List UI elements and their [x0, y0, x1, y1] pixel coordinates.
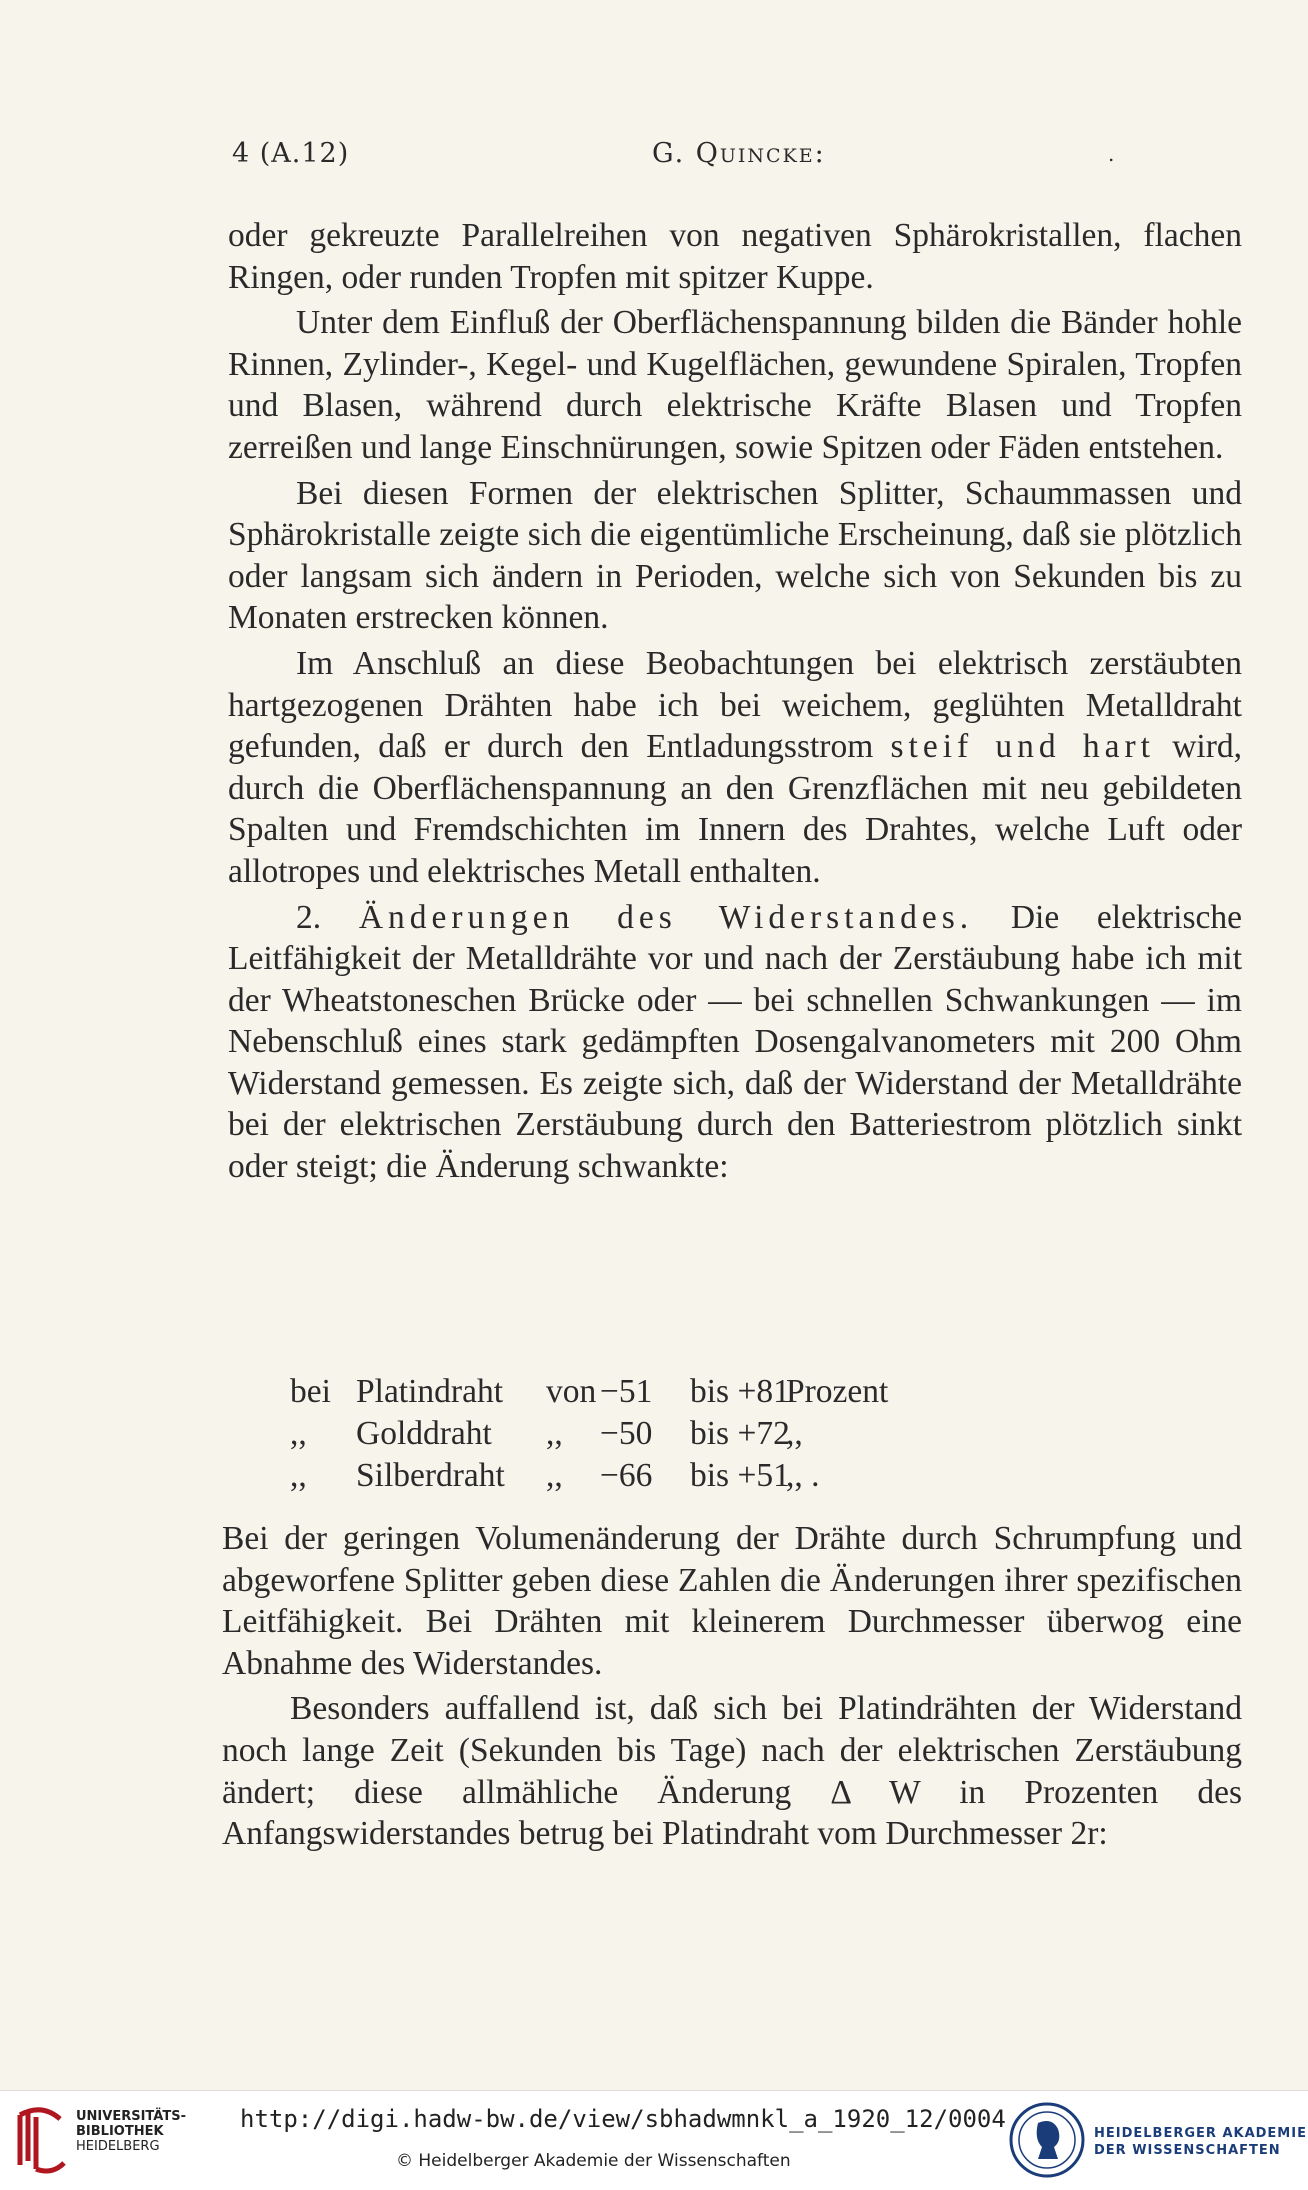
- academy-seal-icon: [1008, 2101, 1086, 2179]
- table-cell: ,,: [546, 1457, 563, 1494]
- author-name: G. Quincke:: [652, 138, 826, 169]
- paragraph-6: Bei der geringen Volumenänderung der Drähte durch Schrumpfung und abgeworfene Splitter geben diese Zahlen die Änderungen ihrer spezifischen Leitfähigkeit. Bei Drähten mit kleinerem Durchmesser überwog eine Abnahme des Widerstandes.: [222, 1520, 1242, 1682]
- paragraph-4: [228, 643, 1242, 893]
- paragraph-7: Besonders auffallend ist, daß sich bei Platindrähten der Widerstand noch lange Zeit (Sekunden bis Tage) nach der elektrischen Zerstäubung ändert; diese allmähliche Änderung Δ W in Prozenten des Anfangswiderstandes betrug bei Platindraht vom Durchmesser 2r:: [222, 1690, 1242, 1853]
- academy-name: [1094, 2125, 1307, 2159]
- paragraph-2: Unter dem Einfluß der Oberflächenspannung bilden die Bänder hohle Rinnen, Zylinder-, Kegel- und Kugelflächen, gewundene Spiralen, Tropfen und Blasen, während durch elektrische Kräfte Blasen und Tropfen zerreißen und lange Einschnürungen, sowie Spitzen oder Fäden entstehen.: [228, 304, 1242, 466]
- main-text-continued: [222, 1518, 1242, 1859]
- table-cell: von: [546, 1373, 597, 1410]
- table-cell: bis +51: [690, 1457, 790, 1494]
- paragraph-5-text: Die elektrische Leitfähigkeit der Metalldrähte vor und nach der Zerstäubung habe ich mit der Wheatstoneschen Brücke oder — bei schnellen Schwankungen — im Nebenschluß eines stark gedämpften Dosengalvanometers mit 200 Ohm Widerstand gemessen. Es zeigte sich, daß der Widerstand der Metalldrähte bei der elektrischen Zerstäubung durch den Batteriestrom plötzlich sinkt oder steigt; die Änderung schwankte:: [228, 898, 1242, 1186]
- section-title: Änderungen des Widerstandes.: [358, 898, 974, 936]
- academy-name-line: DER WISSENSCHAFTEN: [1094, 2143, 1281, 2158]
- library-name-line: HEIDELBERG: [76, 2139, 160, 2154]
- table-cell: Platindraht: [356, 1373, 504, 1410]
- paragraph-4-end: wird, durch die Oberflächenspannung an den Grenzflächen mit neu gebildeten Spalten und Fremdschichten im Innern des Drahtes, welche Luft oder allotropes und elektrisches Metall enthalten.: [228, 728, 1242, 890]
- table-cell: ,, .: [786, 1457, 820, 1494]
- header-mark: .: [1108, 142, 1116, 166]
- copyright-notice: © Heidelberger Akademie der Wissenschaften: [396, 2151, 791, 2171]
- permalink-url[interactable]: http://digi.hadw-bw.de/view/sbhadwmnkl_a_1920_12/0004: [240, 2105, 1006, 2133]
- page-reference: 4 (A.12): [232, 138, 350, 169]
- table-cell: ,,: [290, 1457, 307, 1494]
- table-cell: Silberdraht: [356, 1457, 505, 1494]
- library-name: [76, 2109, 186, 2154]
- table-cell: Prozent: [786, 1373, 889, 1410]
- table-cell: bei: [290, 1373, 331, 1410]
- emphasis-steif-hart: steif und hart: [890, 728, 1155, 766]
- table-cell: ,,: [290, 1415, 307, 1452]
- table-cell: Golddraht: [356, 1415, 492, 1452]
- section-number: 2.: [296, 898, 359, 936]
- table-cell: −50: [600, 1415, 653, 1452]
- table-cell: ,,: [546, 1415, 563, 1452]
- paragraph-3: Bei diesen Formen der elektrischen Splitter, Schaummassen und Sphärokristalle zeigte sich die eigentümliche Erscheinung, daß sie plötzlich oder langsam sich ändern in Perioden, welche sich von Sekunden bis zu Monaten erstrecken können.: [228, 474, 1242, 637]
- table-cell: −51: [600, 1373, 653, 1410]
- viewer-footer: [0, 2090, 1308, 2190]
- table-cell: bis +81: [690, 1373, 790, 1410]
- paragraph-4-start: Im Anschluß an diese Beobachtungen bei elektrisch zerstäubten hartgezogenen Drähten habe ich bei weichem, geglühten Metalldraht gefunden, daß er durch den Entladungsstrom: [228, 644, 1242, 766]
- library-name-line: BIBLIOTHEK: [76, 2124, 164, 2139]
- paragraph-1: oder gekreuzte Parallelreihen von negativen Sphärokristallen, flachen Ringen, oder runden Tropfen mit spitzer Kuppe.: [228, 217, 1242, 296]
- academy-name-line: HEIDELBERGER AKADEMIE: [1094, 2126, 1307, 2141]
- paragraph-5: [228, 897, 1242, 1188]
- table-cell: ,,: [786, 1415, 803, 1452]
- table-cell: −66: [600, 1457, 653, 1494]
- library-name-line: UNIVERSITÄTS-: [76, 2109, 186, 2124]
- main-text: [228, 215, 1242, 1192]
- table-cell: bis +72: [690, 1415, 790, 1452]
- university-library-logo-icon: [14, 2105, 70, 2175]
